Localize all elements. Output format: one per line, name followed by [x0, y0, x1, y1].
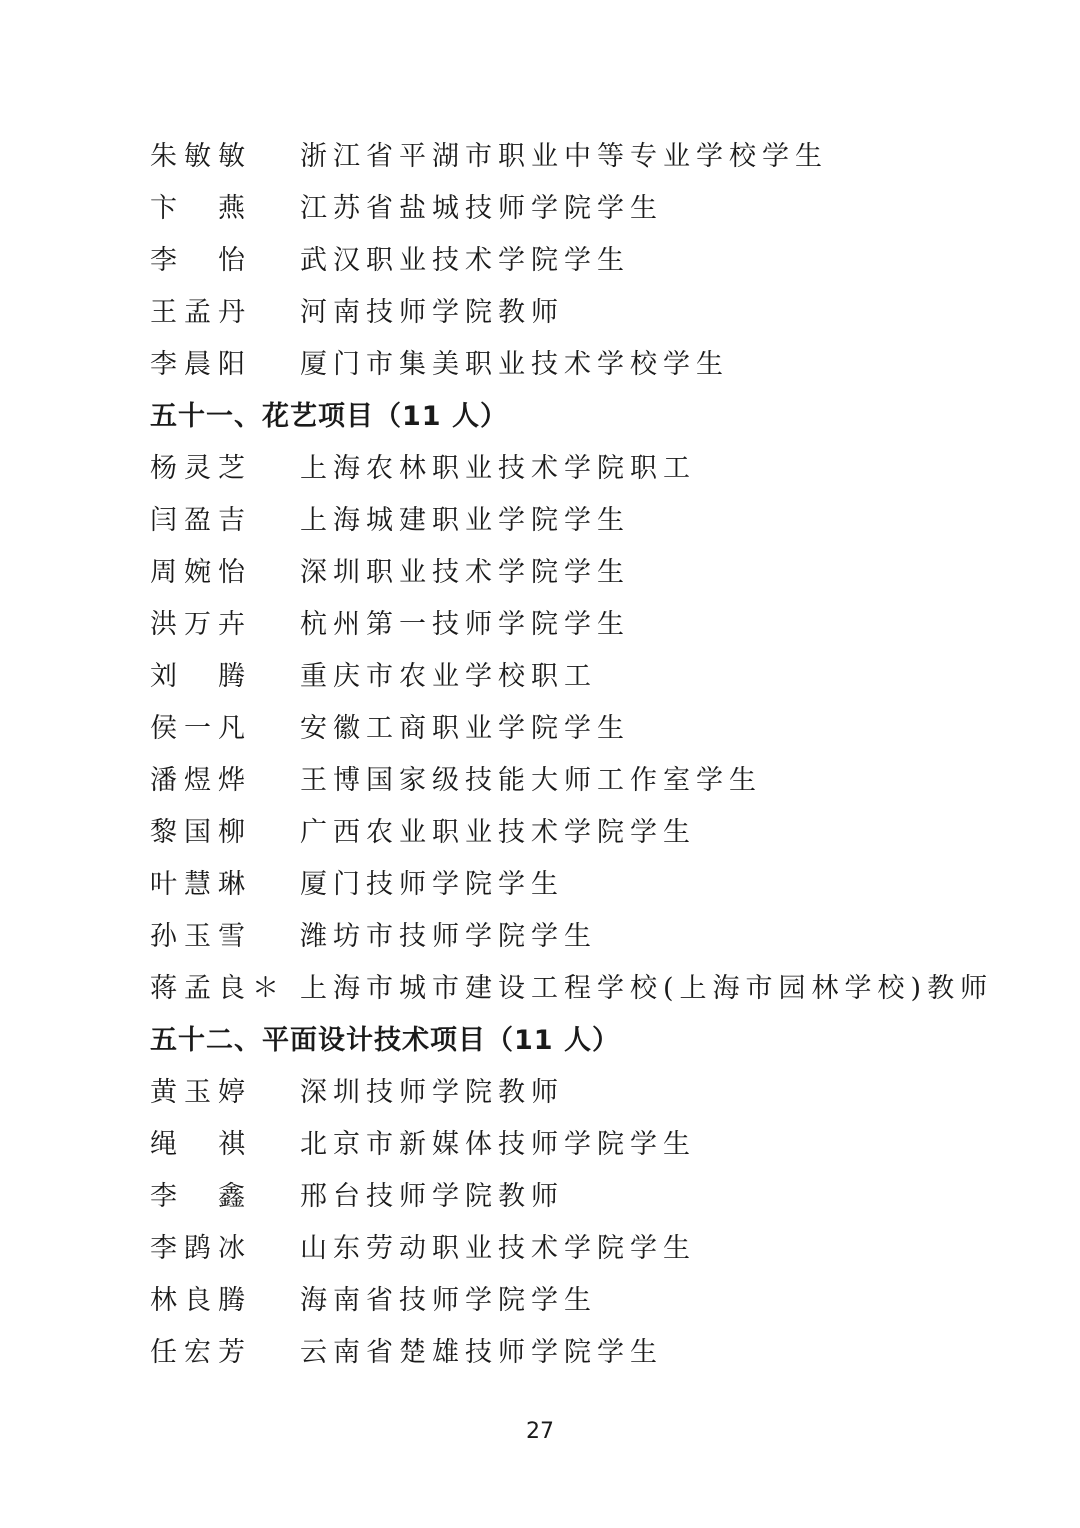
- list-item: [150, 287, 950, 339]
- person-name: 任宏芳: [150, 1337, 252, 1368]
- list-item: [150, 235, 950, 287]
- person-name: 李 鑫: [150, 1181, 252, 1212]
- list-item: [150, 443, 950, 495]
- list-item: [150, 339, 950, 391]
- person-name: 侯一凡: [150, 713, 252, 744]
- person-name: 李晨阳: [150, 349, 252, 380]
- affiliation: 安徽工商职业学院学生: [300, 713, 630, 744]
- person-name: 黎国柳: [150, 817, 252, 848]
- list-item: [150, 963, 994, 1015]
- list-item: [150, 807, 950, 859]
- affiliation: 海南省技师学院学生: [300, 1285, 597, 1316]
- list-item: [150, 1223, 950, 1275]
- list-item: [150, 1119, 950, 1171]
- affiliation: 潍坊市技师学院学生: [300, 921, 597, 952]
- page-number: 27: [526, 1419, 554, 1444]
- person-name: 卞 燕: [150, 193, 252, 224]
- affiliation: 王博国家级技能大师工作室学生: [300, 765, 762, 796]
- name-list: [150, 131, 994, 1379]
- person-name: 闫盈吉: [150, 505, 252, 536]
- section-heading: 五十二、平面设计技术项目（11 人）: [150, 1025, 620, 1056]
- list-item: [150, 495, 950, 547]
- person-name: 黄玉婷: [150, 1077, 252, 1108]
- list-item: [150, 859, 950, 911]
- affiliation: 重庆市农业学校职工: [300, 661, 597, 692]
- affiliation: 深圳技师学院教师: [300, 1077, 564, 1108]
- list-item: [150, 547, 950, 599]
- list-item: [150, 1275, 950, 1327]
- list-item: [150, 599, 950, 651]
- section-heading: 五十一、花艺项目（11 人）: [150, 401, 508, 432]
- affiliation: 邢台技师学院教师: [300, 1181, 564, 1212]
- person-name: 李鹍冰: [150, 1233, 252, 1264]
- affiliation: 厦门技师学院学生: [300, 869, 564, 900]
- affiliation: 云南省楚雄技师学院学生: [300, 1337, 663, 1368]
- person-name: 绳 祺: [150, 1129, 252, 1160]
- affiliation: 上海农林职业技术学院职工: [300, 453, 696, 484]
- list-item: [150, 1067, 950, 1119]
- affiliation: 武汉职业技术学院学生: [300, 245, 630, 276]
- list-item: [150, 131, 950, 183]
- person-name: 刘 腾: [150, 661, 252, 692]
- list-item: [150, 755, 950, 807]
- list-item: [150, 1171, 950, 1223]
- affiliation: 广西农业职业技术学院学生: [300, 817, 696, 848]
- person-name: 周婉怡: [150, 557, 252, 588]
- list-item: [150, 1327, 950, 1379]
- person-name: 潘煜烨: [150, 765, 252, 796]
- list-item: [150, 911, 950, 963]
- list-item: [150, 703, 950, 755]
- person-name: 叶慧琳: [150, 869, 252, 900]
- list-item: [150, 183, 950, 235]
- person-name: 王孟丹: [150, 297, 252, 328]
- person-name: 孙玉雪: [150, 921, 252, 952]
- list-item: [150, 651, 950, 703]
- person-name: 杨灵芝: [150, 453, 252, 484]
- affiliation: 上海市城市建设工程学校(上海市园林学校)教师: [300, 973, 994, 1004]
- affiliation: 杭州第一技师学院学生: [300, 609, 630, 640]
- affiliation: 深圳职业技术学院学生: [300, 557, 630, 588]
- person-name: 朱敏敏: [150, 141, 252, 172]
- affiliation: 河南技师学院教师: [300, 297, 564, 328]
- person-name: 洪万卉: [150, 609, 252, 640]
- person-name: 林良腾: [150, 1285, 252, 1316]
- person-name: 蒋孟良＊: [150, 973, 286, 1004]
- affiliation: 厦门市集美职业技术学校学生: [300, 349, 729, 380]
- affiliation: 上海城建职业学院学生: [300, 505, 630, 536]
- affiliation: 浙江省平湖市职业中等专业学校学生: [300, 141, 828, 172]
- affiliation: 江苏省盐城技师学院学生: [300, 193, 663, 224]
- person-name: 李 怡: [150, 245, 252, 276]
- affiliation: 山东劳动职业技术学院学生: [300, 1233, 696, 1264]
- affiliation: 北京市新媒体技师学院学生: [300, 1129, 696, 1160]
